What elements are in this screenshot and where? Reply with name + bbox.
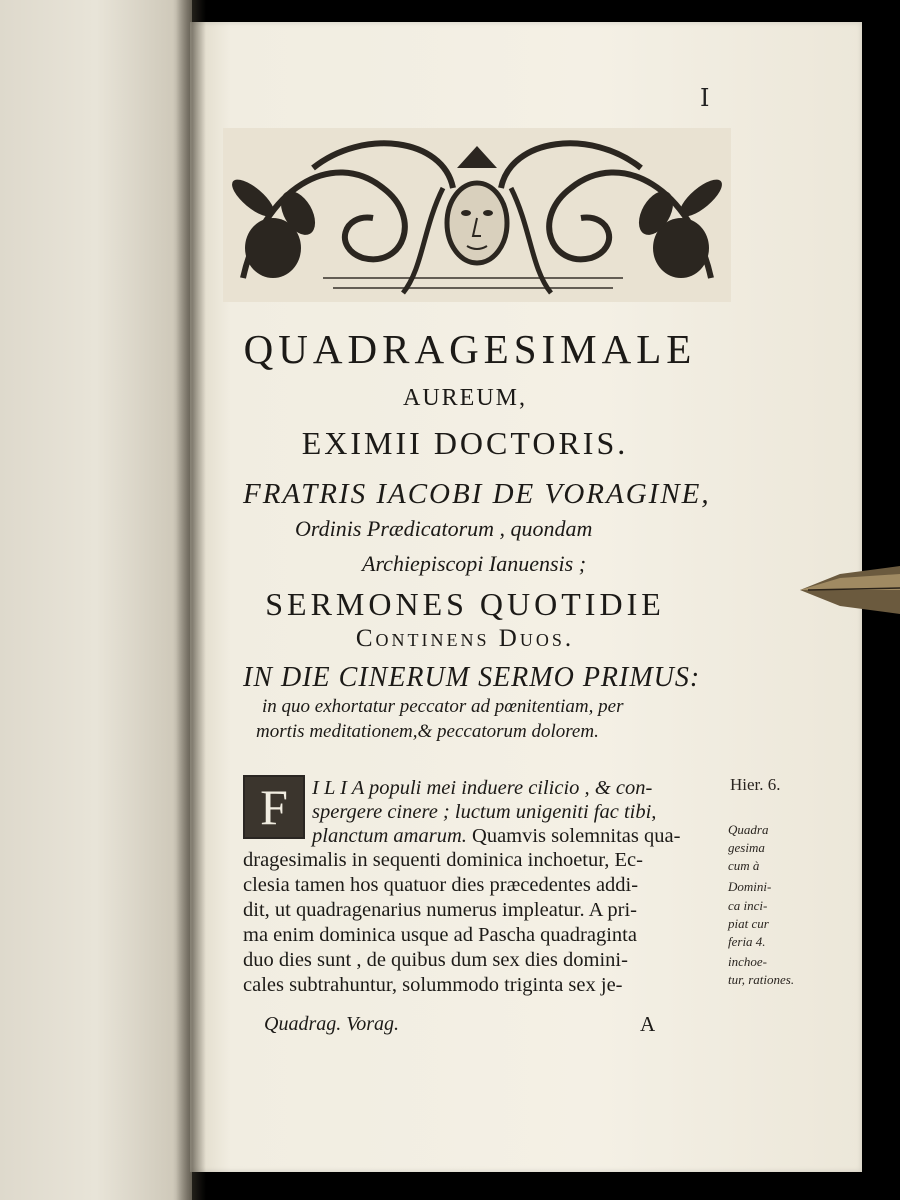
body-line-2: spergere cinere ; luctum unigeniti fac tibi, [312, 801, 657, 823]
body-line-4: dragesimalis in sequenti dominica inchoetur, Ec- [243, 849, 643, 871]
catchword: Quadrag. Vorag. [264, 1013, 400, 1035]
sermon-subtitle-line-2: mortis meditationem,& peccatorum dolorem. [256, 721, 599, 742]
margin-reference: Hier. 6. [730, 775, 781, 794]
body-line-7: ma enim dominica usque ad Pascha quadraginta [243, 924, 637, 946]
signature-mark: A [640, 1012, 656, 1036]
margin-note-line: tur, rationes. [728, 972, 795, 987]
margin-note-line: Domini- [728, 879, 772, 894]
margin-note-line: cum à [728, 858, 760, 873]
body-line-9: cales subtrahuntur, solummodo triginta sex je- [243, 974, 623, 996]
continens-heading: Continens Duos. [355, 625, 575, 652]
sermon-subtitle-line-1: in quo exhortatur peccator ad pœnitentiam, per [262, 696, 624, 717]
title-eximii: EXIMII DOCTORIS. [301, 425, 629, 461]
body-line-3-roman: Quamvis solemnitas qua- [466, 825, 681, 847]
author-order: Ordinis Prædicatorum , quondam [295, 516, 593, 541]
body-line-3-italic: planctum amarum. [312, 825, 467, 847]
page-number: I [700, 84, 710, 112]
title-main: QUADRAGESIMALE [243, 326, 697, 372]
body-line-8: duo dies sunt , de quibus dum sex dies domini- [243, 949, 628, 971]
margin-note-line: Quadra [728, 822, 769, 837]
decorated-initial: F [243, 775, 305, 839]
body-line-1: I L I A populi mei induere cilicio , & con- [312, 777, 653, 799]
margin-note-line: feria 4. [728, 934, 766, 949]
ornamental-headpiece [223, 128, 731, 302]
margin-note-line: piat cur [728, 916, 769, 931]
sermones-heading: SERMONES QUOTIDIE [265, 586, 665, 622]
title-aureum: AUREUM, [402, 385, 527, 411]
author-name: FRATRIS IACOBI DE VORAGINE, [243, 478, 711, 510]
margin-note-line: inchoe- [728, 954, 767, 969]
margin-note-line: gesima [728, 840, 765, 855]
body-line-6: dit, ut quadragenarius numerus impleatur. A pri- [243, 899, 637, 921]
sermon-rubric: IN DIE CINERUM SERMO PRIMUS: [243, 662, 701, 693]
body-line-3 [312, 825, 680, 848]
body-line-5: clesia tamen hos quatuor dies præcedentes addi- [243, 874, 639, 896]
pen-nib-pointer [800, 562, 900, 618]
author-see: Archiepiscopi Ianuensis ; [362, 551, 587, 576]
margin-note-line: ca inci- [728, 898, 768, 913]
